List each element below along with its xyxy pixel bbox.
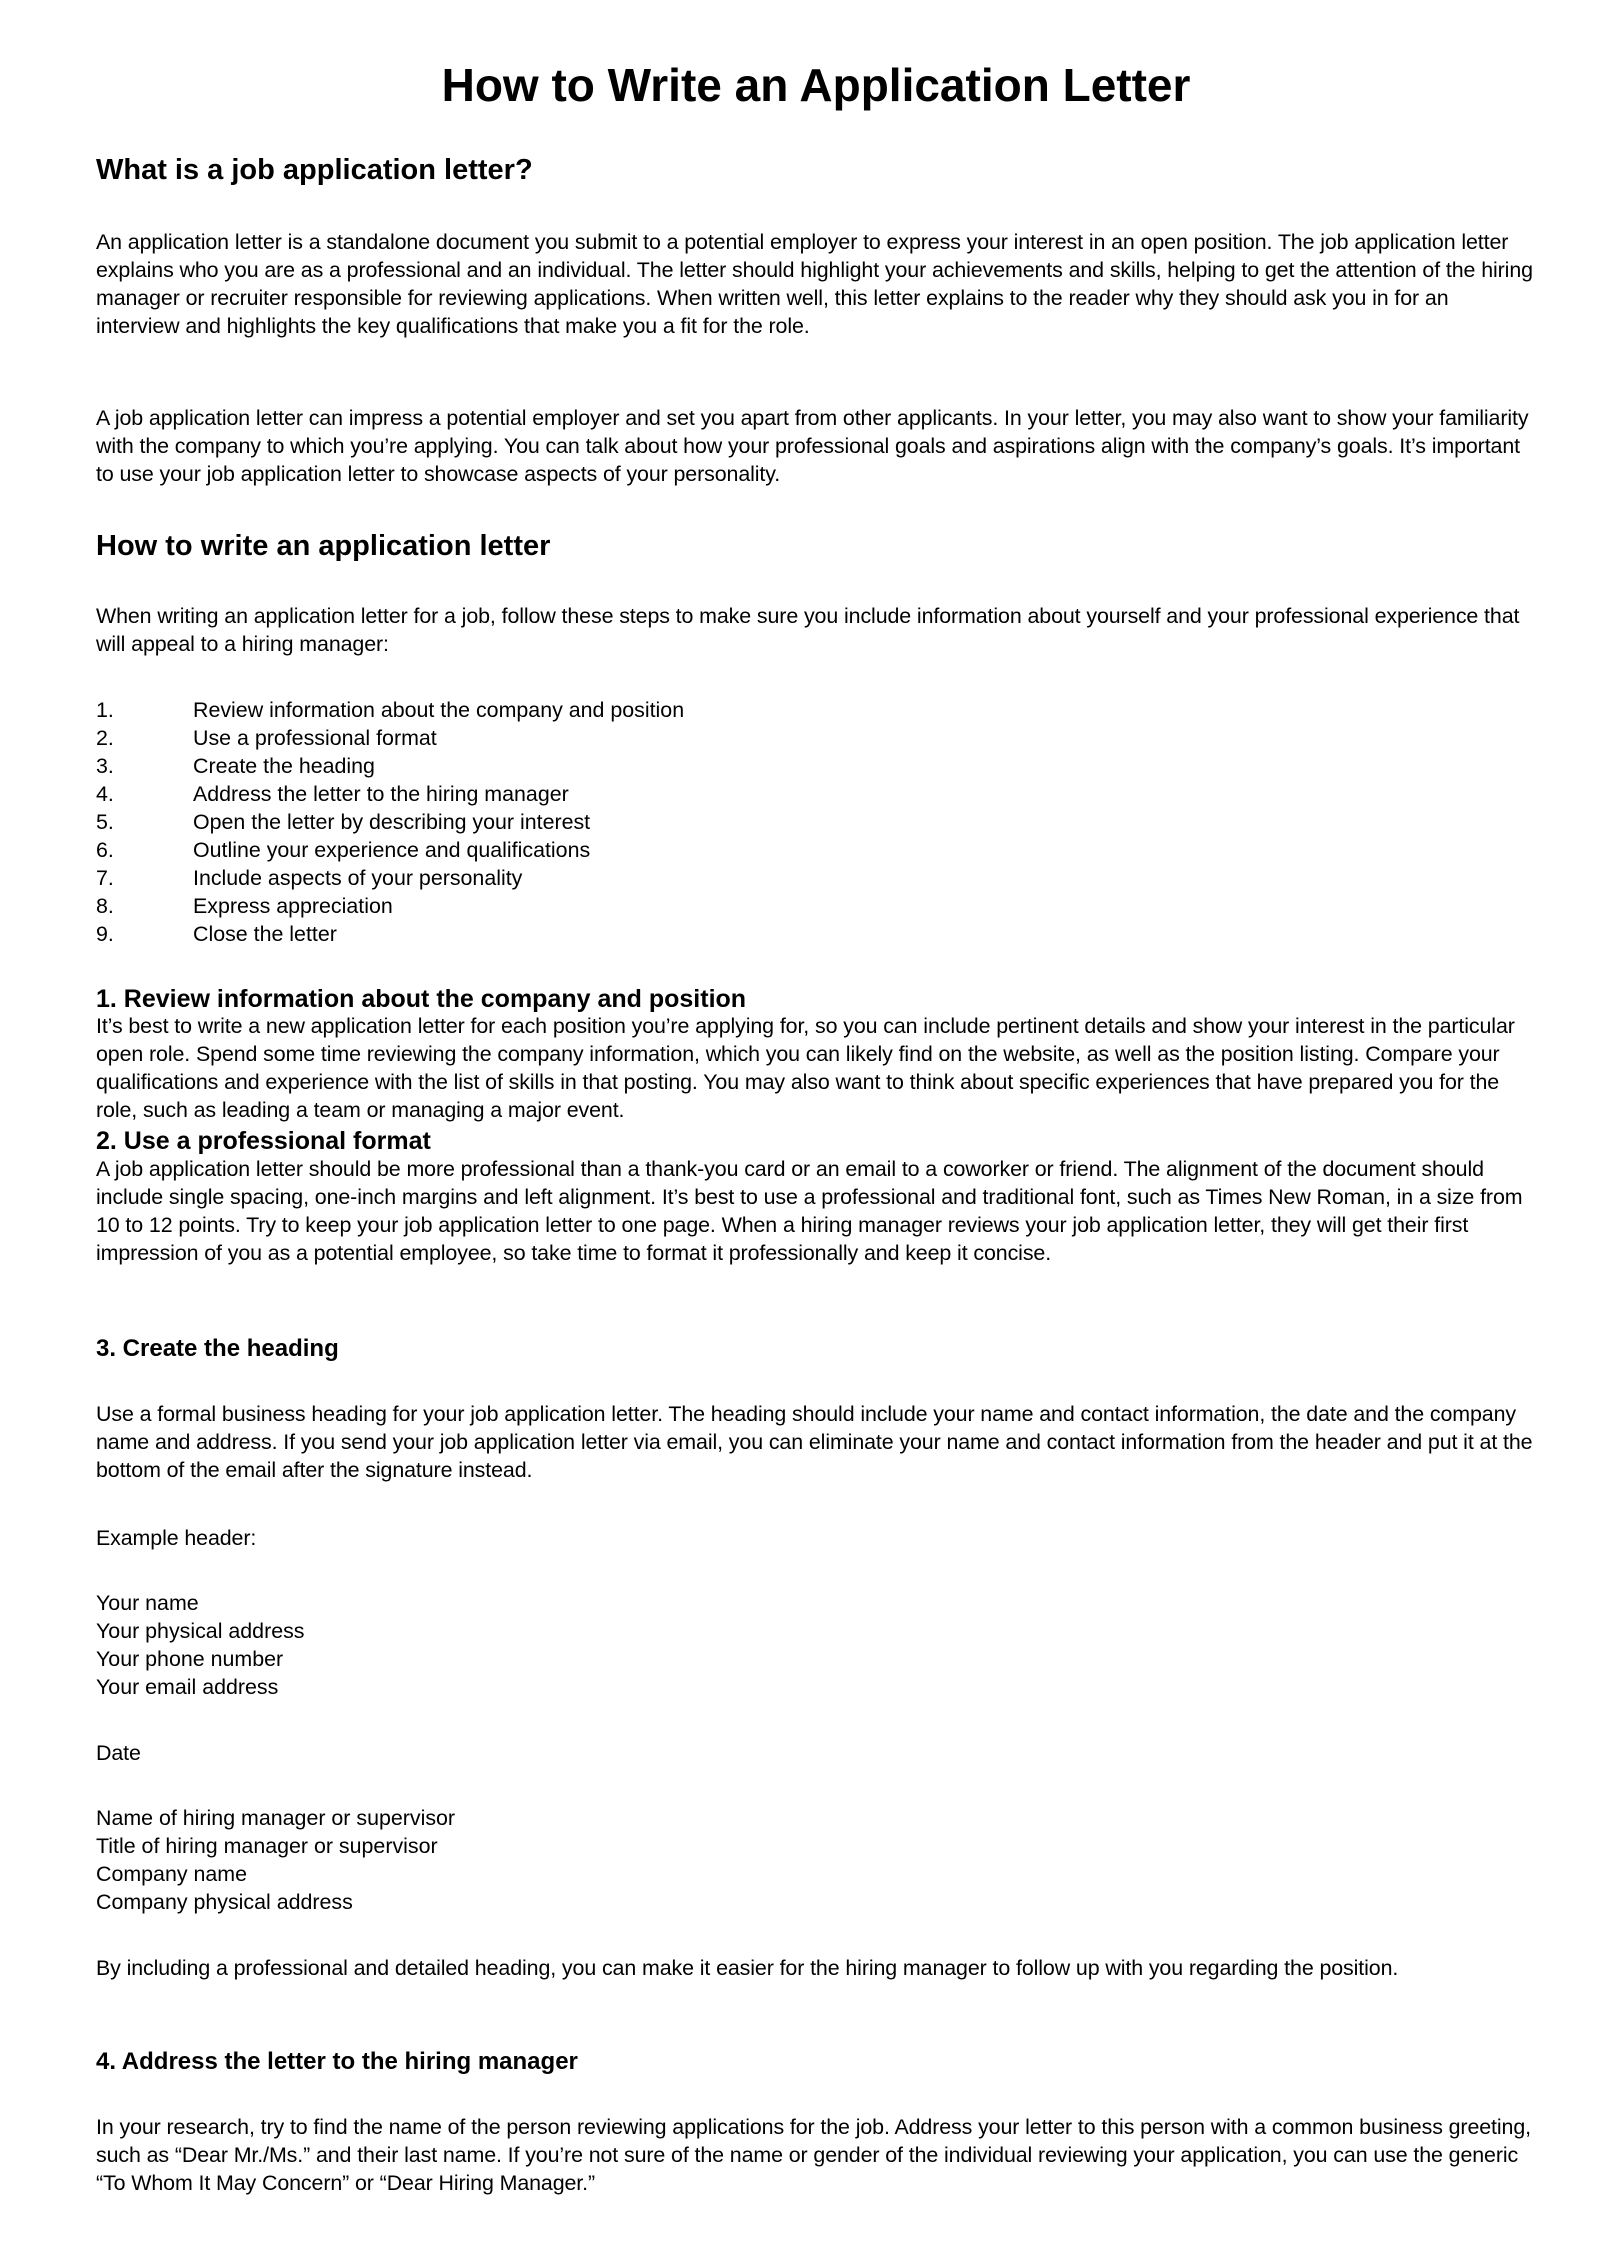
step1-heading: 1. Review information about the company and position [96,985,747,1013]
list-item: 3. Create the heading [96,754,375,778]
date-line: Date [96,1741,141,1765]
list-item: 7. Include aspects of your personality [96,866,523,890]
step3-body: Use a formal business heading for your job application letter. The heading should include your name and contact information, the date and the company name and address. If you send your job application letter via email, you can eliminate your name and contact information from the header and put it at the bottom of the email after the signature instead. [96,1402,1533,1482]
sender-line: Your name [96,1591,199,1615]
sender-line: Your physical address [96,1619,305,1643]
recipient-line: Title of hiring manager or supervisor [96,1834,438,1858]
recipient-line: Company physical address [96,1890,353,1914]
section-heading-what: What is a job application letter? [96,154,533,186]
paragraph-how-intro: When writing an application letter for a job, follow these steps to make sure you include information about yourself and your professional experience that will appeal to a hiring manager: [96,604,1520,656]
list-item: 9. Close the letter [96,922,337,946]
example-header-label: Example header: [96,1526,257,1550]
list-item: 5. Open the letter by describing your interest [96,810,591,834]
recipient-block [96,1804,455,1916]
steps-list [96,696,684,948]
paragraph-what-2: A job application letter can impress a potential employer and set you apart from other applicants. In your letter, you may also want to show your familiarity with the company to which you’re applying. You can talk about how your professional goals and aspirations align with the company’s goals. It’s important to use your job application letter to showcase aspects of your personality. [96,406,1529,486]
recipient-line: Company name [96,1862,247,1886]
list-item: 1. Review information about the company and position [96,698,685,722]
step1-body: It’s best to write a new application letter for each position you’re applying for, so you can include pertinent details and show your interest in the particular open role. Spend some time reviewing the company information, which you can likely find on the website, as well as the position listing. Compare your qualifications and experience with the list of skills in that posting. You may also want to think about specific experiences that have prepared you for the role, such as leading a team or managing a major event. [96,1014,1515,1122]
step4-body: In your research, try to find the name of the person reviewing applications for the job. Address your letter to this person with a common business greeting, such as “Dear Mr./Ms.” and their last name. If you’re not sure of the name or gender of the individual reviewing your application, you can use the generic “To Whom It May Concern” or “Dear Hiring Manager.” [96,2115,1531,2195]
section-heading-how: How to write an application letter [96,530,551,562]
step2-heading: 2. Use a professional format [96,1127,431,1155]
sender-line: Your phone number [96,1647,284,1671]
paragraph-what-1: An application letter is a standalone document you submit to a potential employer to express your interest in an open position. The job application letter explains who you are as a professional and an individual. The letter should highlight your achievements and skills, helping to get the attention of the hiring manager or recruiter responsible for reviewing applications. When written well, this letter explains to the reader why they should ask you in for an interview and highlights the key qualifications that make you a fit for the role. [96,230,1533,338]
sender-block [96,1589,305,1701]
list-item: 8. Express appreciation [96,894,393,918]
step4-heading: 4. Address the letter to the hiring manager [96,2048,578,2075]
step2-body: A job application letter should be more professional than a thank-you card or an email to a coworker or friend. The alignment of the document should include single spacing, one-inch margins and left alignment. It’s best to use a professional and traditional font, such as Times New Roman, in a size from 10 to 12 points. Try to keep your job application letter to one page. When a hiring manager reviews your job application letter, they will get their first impression of you as a potential employee, so take time to format it professionally and keep it concise. [96,1157,1523,1265]
step3-closing: By including a professional and detailed heading, you can make it easier for the hiring manager to follow up with you regarding the position. [96,1956,1399,1980]
list-item: 2. Use a professional format [96,726,437,750]
list-item: 4. Address the letter to the hiring manager [96,782,569,806]
step3-heading: 3. Create the heading [96,1335,339,1362]
document-title: How to Write an Application Letter [441,59,1191,111]
sender-line: Your email address [96,1675,279,1699]
recipient-line: Name of hiring manager or supervisor [96,1806,456,1830]
list-item: 6. Outline your experience and qualifications [96,838,591,862]
